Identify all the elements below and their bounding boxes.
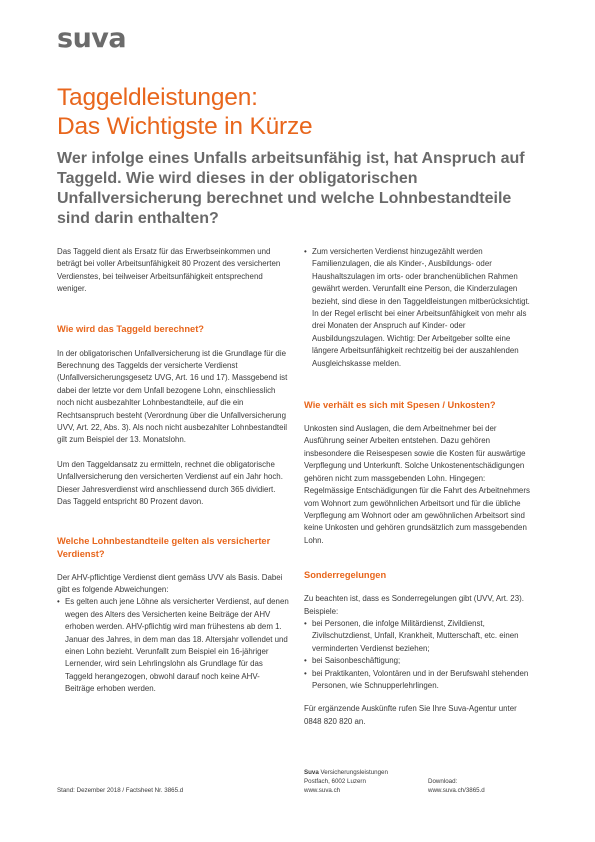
paragraph-berechnung: In der obligatorischen Unfallversicherung ist die Grundlage für die Berechnung des Taggelds der versicherte Verdienst (Unfallversicherungsgesetz UVG, Art. 16 und 17). Massgebend ist dabei der letzte vor dem Unfall bezogene Lohn, einschliesslich noch nicht ausbezahlter Lohnbestandteile, auf die ein Rechtsanspruch besteht (Verordnung über die Unfallversicherung UVV, Art. 22, Abs. 3). Als noch nicht ausbezahlter Lohnbestandteil gilt zum Beispiel der 13. Monatslohn. (57, 348, 288, 445)
familienzulagen-list (304, 246, 536, 370)
right-column (304, 246, 536, 728)
paragraph-ahv-basis: Der AHV-pflichtige Verdienst dient gemäss UVV als Basis. Dabei gibt es folgende Abweichungen: (57, 572, 283, 594)
list-item: • Zum versicherten Verdienst hinzugezählt werden Familienzulagen, die als Kinder-, Ausbildungs- oder Haushaltszulagen im orts- oder branchenüblichen Rahmen gewährt werden. Verunfallt eine Person, die Kinderzulagen bezieht, sind diese in den Taggeldleistungen mitberücksichtigt. In der Regel erlischt bei einer Arbeitsunfähigkeit von mehr als drei Monaten der Anspruch auf Kinder- oder Ausbildungszulagen. Wichtig: Der Arbeitgeber sollte eine längere Arbeitsunfähigkeit rechtzeitig bei der auszahlenden Ausgleichskasse melden. (304, 246, 536, 370)
heading-sonderregelungen: Sonderregelungen (304, 570, 387, 581)
footer-org (304, 768, 388, 777)
heading-lohnbestandteile: Welche Lohnbestandteile gelten als versicherter Verdienst? (57, 535, 271, 559)
intro-paragraph: Das Taggeld dient als Ersatz für das Erwerbseinkommen und beträgt bei voller Arbeitsunfähigkeit 80 Prozent des versicherten Verdienstes, bei teilweiser Arbeitsunfähigkeit entsprechend weniger. (57, 247, 281, 294)
list-item: • Es gelten auch jene Löhne als versicherter Verdienst, auf denen wegen des Alters des Versicherten keine Beiträge der AHV erhoben werden. AHV-pflichtig wird man frühestens ab dem 1. Januar des Jahres, in dem man das 18. Altersjahr vollendet und einen Lohn bezieht. Verunfallt zum Beispiel ein 16-jähriger Lernender, wird sein Lehrlingslohn als Grundlage für das Taggeld herangezogen, obwohl darauf noch keine AHV-Beiträge erhoben werden. (57, 596, 289, 695)
footer-download (428, 777, 485, 795)
paragraph-auskuenfte: Für ergänzende Auskünfte rufen Sie Ihre Suva-Agentur unter 0848 820 820 an. (304, 704, 517, 726)
footer-website-link[interactable]: www.suva.ch (304, 787, 341, 794)
lead-paragraph: Wer infolge eines Unfalls arbeitsunfähig ist, hat Anspruch auf Taggeld. Wie wird dieses in der obligatorischen Unfallversicherung berechnet und welche Lohnbestandteile sind darin enthalten? (57, 150, 525, 227)
footer-org-unit: Versicherungsleistungen (318, 769, 388, 776)
heading-taggeld-berechnung: Wie wird das Taggeld berechnet? (57, 323, 204, 334)
list-item: • bei Saisonbeschäftigung; (304, 655, 536, 667)
title-line-1: Taggeldleistungen: (57, 84, 258, 111)
list-item: • bei Praktikanten, Volontären und in der Berufswahl stehenden Personen, wie Schnupperlehrlingen. (304, 668, 536, 693)
footer-download-label: Download: (428, 778, 458, 785)
paragraph-unkosten: Unkosten sind Auslagen, die dem Arbeitnehmer bei der Ausführung seiner Arbeiten entstehen. Dazu gehören insbesondere die Reisespesen sowie die Kosten für auswärtige Verpflegung und Unterkunft. Solche Unkostenentschädigungen gehören nicht zum massgebenden Lohn. Hingegen: Regelmässige Entschädigungen für die Fahrt des Arbeitnehmers vom Wohnort zum gewöhnlichen Arbeitsort und für die übliche Verpflegung am Wohnort oder am gewöhnlichen Arbeitsort sind keine Unkosten und gehören grundsätzlich zum massgebenden Lohn. (304, 424, 530, 545)
footer-org-name: Suva (304, 769, 319, 776)
left-column (57, 246, 289, 696)
paragraph-sonderregelungen: Zu beachten ist, dass es Sonderregelungen gibt (UVV, Art. 23). Beispiele: (304, 594, 524, 616)
page-title (57, 83, 547, 141)
suva-logo: suva (57, 23, 127, 54)
title-line-2: Das Wichtigste in Kürze (57, 113, 313, 140)
footer-address: Postfach, 6002 Luzern (304, 778, 366, 785)
abweichungen-list (57, 596, 289, 695)
footer-download-link[interactable]: www.suva.ch/3865.d (428, 787, 485, 794)
sonderregelungen-list (304, 618, 536, 692)
footer-contact (304, 768, 388, 795)
heading-spesen-unkosten: Wie verhält es sich mit Spesen / Unkosten? (304, 400, 496, 411)
paragraph-taggeldansatz: Um den Taggeldansatz zu ermitteln, rechnet die obligatorische Unfallversicherung den versicherten Verdienst auf ein Jahr hoch. Dieser Jahresverdienst wird anschliessend durch 365 dividiert. Das Taggeld entspricht 80 Prozent davon. (57, 459, 283, 507)
list-item: • bei Personen, die infolge Militärdienst, Zivildienst, Zivilschutzdienst, Unfall, Krankheit, Mutterschaft, etc. einen verminderten Verdienst beziehen; (304, 618, 536, 655)
footer-stand: Stand: Dezember 2018 / Factsheet Nr. 3865.d (57, 787, 184, 794)
